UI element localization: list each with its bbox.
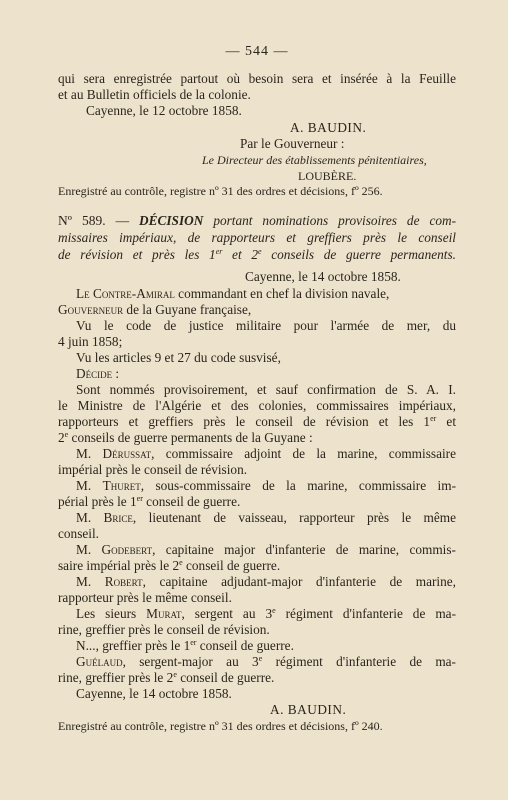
body-line: M. Dérussat, commissaire adjoint de la marine, commissaire xyxy=(76,446,456,461)
text-line: qui sera enregistrée partout où besoin sera et insérée à la Feuille xyxy=(58,71,456,86)
preamble-line: Le Contre-Amiral commandant en chef la division navale, xyxy=(76,286,390,301)
body-line: rine, greffier près le conseil de révision. xyxy=(58,622,270,637)
body-line: 2e conseils de guerre permanents de la Guyane : xyxy=(58,430,313,445)
director-name: LOUBÈRE. xyxy=(298,169,357,183)
decision-title-line: de révision et près les 1er et 2e conseils de guerre permanents. xyxy=(58,247,456,262)
date-line: Cayenne, le 12 octobre 1858. xyxy=(86,103,242,118)
decide-label: Décide : xyxy=(76,366,120,381)
body-line: M. Thuret, sous-commissaire de la marine, commissaire im- xyxy=(76,478,456,493)
par-le-gouverneur: Par le Gouverneur : xyxy=(240,136,345,151)
decision-heading xyxy=(58,213,456,229)
vu-line: Vu le code de justice militaire pour l'armée de mer, du xyxy=(76,318,456,333)
page-number: — 544 — xyxy=(225,44,289,59)
body-line: rapporteurs et greffiers près le conseil de révision et les 1er et xyxy=(58,414,457,429)
body-line: M. Brice, lieutenant de vaisseau, rapporteur près le même xyxy=(76,510,456,525)
vu-line: 4 juin 1858; xyxy=(58,334,123,349)
vu-line: Vu les articles 9 et 27 du code susvisé, xyxy=(76,350,281,365)
director-title: Le Directeur des établissements pénitentiaires, xyxy=(202,153,427,167)
signature: A. BAUDIN. xyxy=(290,120,367,135)
body-line: M. Godebert, capitaine major d'infanterie de marine, commis- xyxy=(76,542,456,557)
body-line: N..., greffier près le 1er conseil de guerre. xyxy=(76,638,294,653)
decision-title-word: DÉCISION xyxy=(139,213,204,228)
body-line: rine, greffier près le 2e conseil de guerre. xyxy=(58,670,275,685)
decision-date: Cayenne, le 14 octobre 1858. xyxy=(245,269,401,284)
body-line: rapporteur près le même conseil. xyxy=(58,590,232,605)
body-line: conseil. xyxy=(58,526,99,541)
decision-title: portant nominations provisoires de com- xyxy=(213,213,457,228)
body-line: périal près le 1er conseil de guerre. xyxy=(58,494,241,509)
body-line: Sont nommés provisoirement, et sauf confirmation de S. A. I. xyxy=(76,382,456,397)
body-line: Guélaud, sergent-major au 3e régiment d'infanterie de ma- xyxy=(76,654,456,669)
preamble-line: Gouverneur de la Guyane française, xyxy=(58,302,252,317)
body-line: Les sieurs Murat, sergent au 3e régiment d'infanterie de ma- xyxy=(76,606,457,621)
registration-line: Enregistré au contrôle, registre nº 31 des ordres et décisions, fº 240. xyxy=(58,719,383,733)
decision-number: Nº 589. — xyxy=(58,213,130,228)
body-line: le Ministre de l'Algérie et des colonies, commissaires impériaux, xyxy=(58,398,456,413)
registration-line: Enregistré au contrôle, registre nº 31 des ordres et décisions, fº 256. xyxy=(58,184,383,198)
signature: A. BAUDIN. xyxy=(270,702,347,717)
decision-title-line: missaires impériaux, de rapporteurs et greffiers près le conseil xyxy=(58,230,456,245)
body-line: M. Robert, capitaine adjudant-major d'infanterie de marine, xyxy=(76,574,456,589)
body-line: impérial près le conseil de révision. xyxy=(58,462,248,477)
text-line: et au Bulletin officiels de la colonie. xyxy=(58,87,251,102)
closing-date: Cayenne, le 14 octobre 1858. xyxy=(76,686,232,701)
body-line: saire impérial près le 2e conseil de guerre. xyxy=(58,558,281,573)
